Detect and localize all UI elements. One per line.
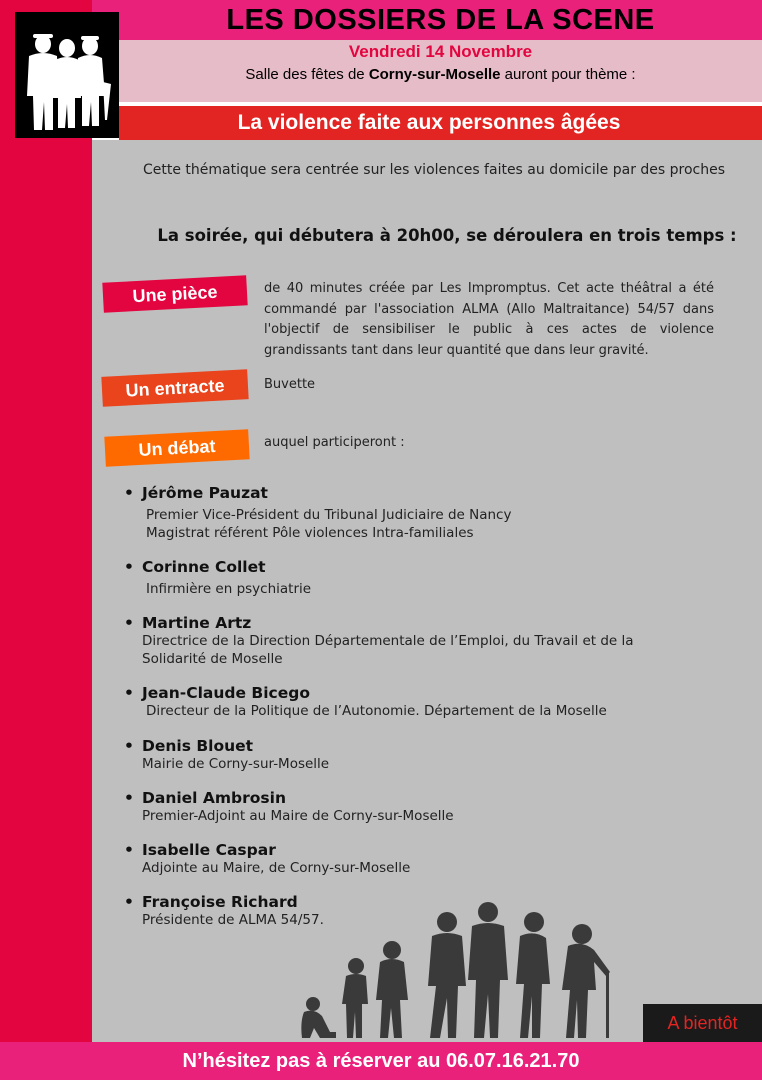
participant (124, 684, 724, 720)
participant-role: Infirmière en psychiatrie (146, 581, 312, 597)
page-title: LES DOSSIERS DE LA SCENE (226, 4, 655, 36)
event-theme: La violence faite aux personnes âgées (237, 111, 621, 134)
theatre-silhouettes-logo (15, 12, 119, 138)
participant-name: Isabelle Caspar (142, 841, 276, 859)
bullet-icon: • (124, 614, 134, 632)
participant-role: Premier Vice-Président du Tribunal Judiciaire de Nancy (146, 507, 512, 523)
bullet-icon: • (124, 841, 134, 859)
participant (124, 841, 724, 877)
place-name: Corny-sur-Moselle (368, 66, 501, 83)
tag-debat: Un débat (104, 429, 249, 466)
participant-role: Présidente de ALMA 54/57. (142, 912, 324, 928)
booking-phone: N’hésitez pas à réserver au 06.07.16.21.70 (182, 1050, 580, 1072)
participant-role: Mairie de Corny-sur-Moselle (142, 756, 330, 772)
bullet-icon: • (124, 558, 134, 576)
ages-of-life-silhouettes (296, 900, 626, 1045)
participant-name: Corinne Collet (142, 558, 266, 576)
participant (124, 614, 724, 668)
participant (124, 484, 724, 542)
bullet-icon: • (124, 789, 134, 807)
place-prefix: Salle des fêtes de (245, 66, 369, 83)
event-place (119, 66, 762, 83)
participant-name: Jérôme Pauzat (142, 484, 268, 502)
intro-text: Cette thématique sera centrée sur les violences faites au domicile par des proches (142, 162, 726, 178)
participant-role: Directrice de la Direction Départementale de l’Emploi, du Travail et de la (142, 633, 634, 649)
participant-role: Solidarité de Moselle (142, 651, 283, 667)
tag-entracte: Un entracte (101, 369, 248, 407)
participant (124, 558, 724, 598)
bullet-icon: • (124, 737, 134, 755)
tag-piece: Une pièce (102, 275, 247, 312)
closing-label: A bientôt (643, 1004, 762, 1042)
participant-name: Denis Blouet (142, 737, 254, 755)
participant-role: Adjointe au Maire, de Corny-sur-Moselle (142, 860, 411, 876)
place-suffix: auront pour thème : (500, 66, 636, 83)
participant (124, 737, 724, 773)
participant-role: Directeur de la Politique de l’Autonomie. Département de la Moselle (146, 703, 607, 719)
participant-name: Jean-Claude Bicego (142, 684, 310, 702)
participant-name: Daniel Ambrosin (142, 789, 287, 807)
participant-name: Françoise Richard (142, 893, 298, 911)
left-accent-bar (0, 0, 92, 1080)
schedule-heading: La soirée, qui débutera à 20h00, se déroulera en trois temps : (157, 226, 737, 245)
bullet-icon: • (124, 484, 134, 502)
event-date: Vendredi 14 Novembre (348, 42, 533, 61)
entracte-description: Buvette (264, 377, 316, 392)
participant-name: Martine Artz (142, 614, 252, 632)
participant-role: Premier-Adjoint au Maire de Corny-sur-Moselle (142, 808, 454, 824)
participant-role: Magistrat référent Pôle violences Intra-familiales (146, 525, 474, 541)
bullet-icon: • (124, 684, 134, 702)
participant (124, 789, 724, 825)
piece-description: de 40 minutes créée par Les Impromptus. Cet acte théâtral a été commandé par l'association ALMA (Allo Maltraitance) 54/57 dans l'objectif de sensibiliser le public à ces actes de violence grandissants tant dans leur quantité que dans leur gravité. (264, 281, 714, 358)
debat-description: auquel participeront : (264, 435, 405, 450)
bullet-icon: • (124, 893, 134, 911)
people-silhouette-icon (15, 12, 119, 138)
